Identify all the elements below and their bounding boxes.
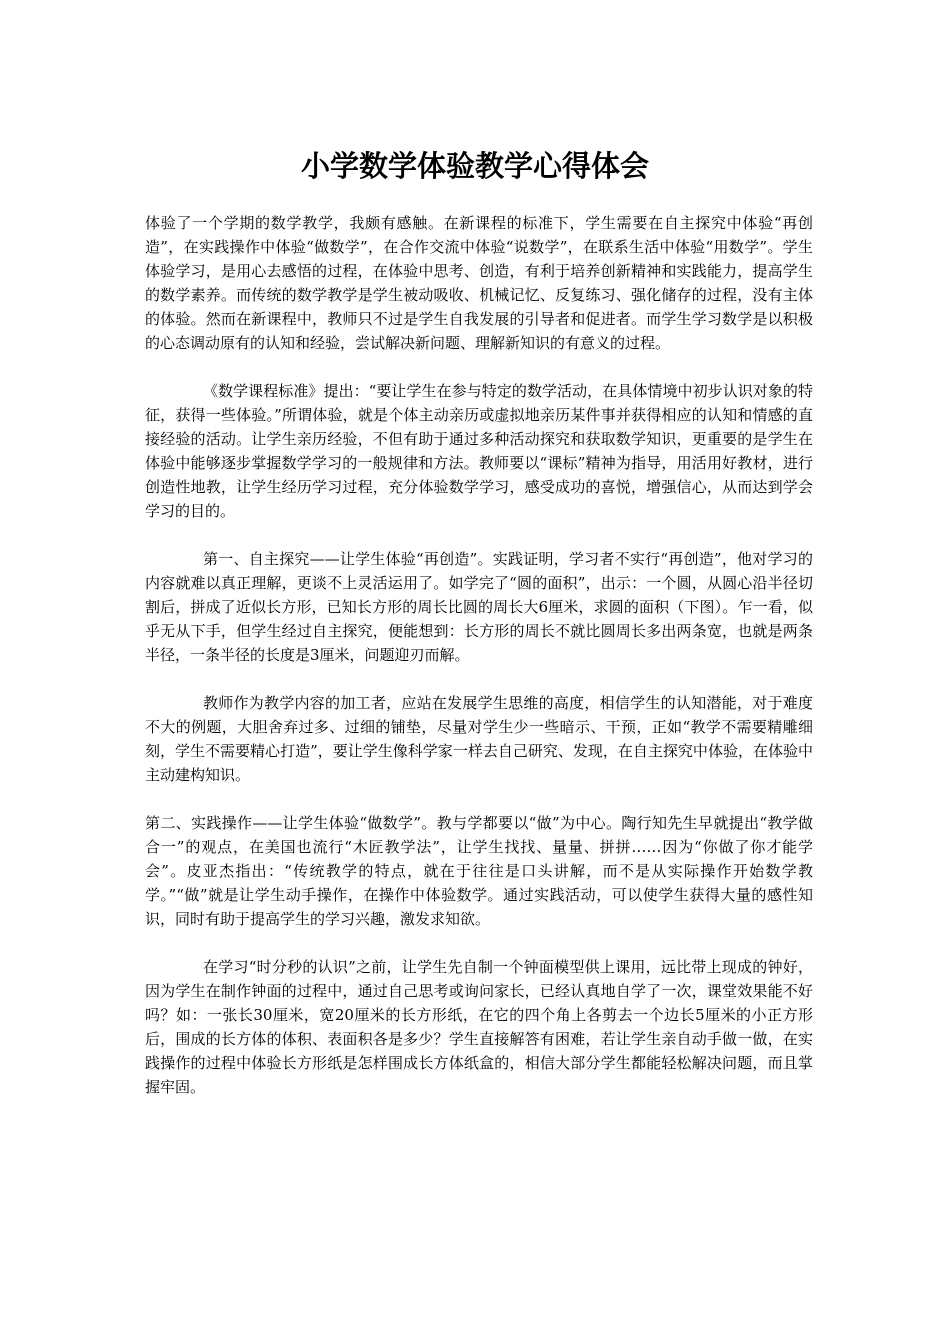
document-body bbox=[145, 211, 813, 1123]
paragraph-curriculum-standard: 《数学课程标准》提出：“要让学生在参与特定的数学活动，在具体情境中初步认识对象的特征，获得一些体验。”所谓体验，就是个体主动亲历或虚拟地亲历某件事并获得相应的认知和情感的直接经验的活动。让学生亲历经验，不但有助于通过多种活动探究和获取数学知识，更重要的是学生在体验中能够逐步掌握数学学习的一般规律和方法。教师要以“课标”精神为指导，用活用好教材，进行创造性地教，让学生经历学习过程，充分体验数学学习，感受成功的喜悦，增强信心，从而达到学会学习的目的。 bbox=[145, 382, 813, 520]
paragraph-clock-example: 在学习“时分秒的认识”之前，让学生先自制一个钟面模型供上课用，远比带上现成的钟好，因为学生在制作钟面的过程中，通过自己思考或询问家长，已经认真地自学了一次，课堂效果能不好吗？如：一张长30厘米，宽20厘米的长方形纸，在它的四个角上各剪去一个边长5厘米的小正方形后，围成的长方体的体积、表面积各是多少？学生直接解答有困难，若让学生亲自动手做一做，在实践操作的过程中体验长方形纸是怎样围成长方体纸盒的，相信大部分学生都能轻松解决问题，而且掌握牢固。 bbox=[145, 958, 813, 1096]
page-title: 小学数学体验教学心得体会 bbox=[300, 149, 649, 183]
paragraph-teacher-role: 教师作为教学内容的加工者，应站在发展学生思维的高度，相信学生的认知潜能，对于难度不大的例题，大胆舍弃过多、过细的铺垫，尽量对学生少一些暗示、干预，正如“教学不需要精雕细刻，学生不需要精心打造”，要让学生像科学家一样去自己研究、发现，在自主探究中体验，在体验中主动建构知识。 bbox=[145, 694, 813, 784]
paragraph-hands-on-practice: 第二、实践操作——让学生体验“做数学”。教与学都要以“做”为中心。陶行知先生早就提出“教学做合一”的观点，在美国也流行“木匠教学法”，让学生找找、量量、拼拼……因为“你做了你才能学会”。皮亚杰指出：“传统教学的特点，就在于往往是口头讲解，而不是从实际操作开始数学教学。”“做”就是让学生动手操作，在操作中体验数学。通过实践活动，可以使学生获得大量的感性知识，同时有助于提高学生的学习兴趣，激发求知欲。 bbox=[145, 814, 813, 928]
paragraph-intro: 体验了一个学期的数学教学，我颇有感触。在新课程的标准下，学生需要在自主探究中体验“再创造”，在实践操作中体验“做数学”，在合作交流中体验“说数学”，在联系生活中体验“用数学”。学生体验学习，是用心去感悟的过程，在体验中思考、创造，有利于培养创新精神和实践能力，提高学生的数学素养。而传统的数学教学是学生被动吸收、机械记忆、反复练习、强化储存的过程，没有主体的体验。然而在新课程中，教师只不过是学生自我发展的引导者和促进者。而学生学习数学是以积极的心态调动原有的认知和经验，尝试解决新问题、理解新知识的有意义的过程。 bbox=[145, 214, 813, 352]
paragraph-self-exploration: 第一、自主探究——让学生体验“再创造”。实践证明，学习者不实行“再创造”，他对学习的内容就难以真正理解，更谈不上灵活运用了。如学完了“圆的面积”，出示：一个圆，从圆心沿半径切割后，拼成了近似长方形，已知长方形的周长比圆的周长大6厘米，求圆的面积（下图）。乍一看，似乎无从下手，但学生经过自主探究，便能想到：长方形的周长不就比圆周长多出两条宽，也就是两条半径，一条半径的长度是3厘米，问题迎刃而解。 bbox=[145, 550, 813, 664]
